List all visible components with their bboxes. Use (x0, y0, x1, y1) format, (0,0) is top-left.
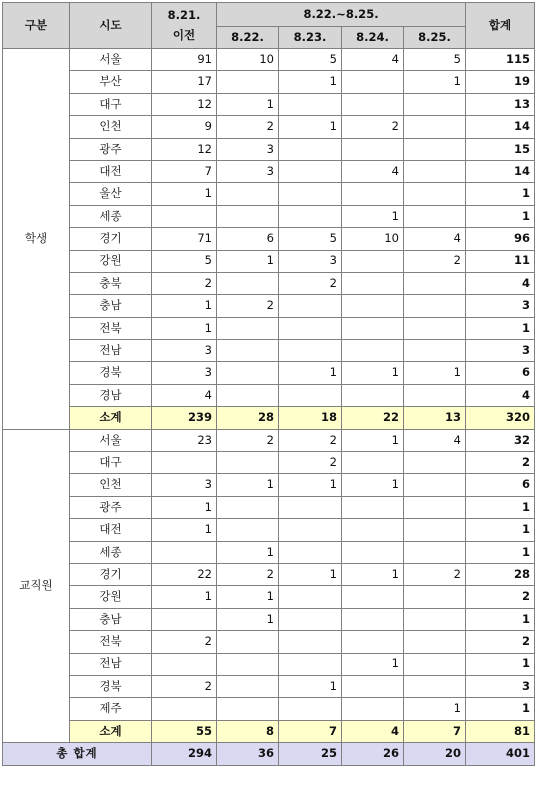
region-cell: 세종 (70, 205, 152, 227)
count-cell-d24 (342, 452, 404, 474)
count-cell-before: 71 (152, 228, 217, 250)
count-cell-before: 17 (152, 71, 217, 93)
count-cell-d25 (404, 205, 466, 227)
grand-total-cell-d23: 25 (279, 743, 342, 765)
count-cell-d25 (404, 608, 466, 630)
count-cell-before: 2 (152, 631, 217, 653)
row-total-cell: 14 (466, 160, 535, 182)
region-cell: 대구 (70, 93, 152, 115)
count-cell-before: 23 (152, 429, 217, 451)
row-total-cell: 2 (466, 631, 535, 653)
region-cell: 서울 (70, 49, 152, 71)
table-row (3, 49, 535, 71)
count-cell-d22: 2 (217, 429, 279, 451)
count-cell-d23 (279, 183, 342, 205)
row-total-cell: 3 (466, 675, 535, 697)
table-row (3, 250, 535, 272)
count-cell-before: 1 (152, 519, 217, 541)
region-cell: 충남 (70, 295, 152, 317)
count-cell-d22 (217, 631, 279, 653)
subtotal-cell-before: 55 (152, 720, 217, 742)
count-cell-d22 (217, 340, 279, 362)
header-total: 합계 (466, 3, 535, 49)
header-d22: 8.22. (217, 27, 279, 49)
header-category: 구분 (3, 3, 70, 49)
grand-total-cell-d24: 26 (342, 743, 404, 765)
count-cell-d24: 2 (342, 116, 404, 138)
count-cell-d25: 2 (404, 563, 466, 585)
table-row (3, 698, 535, 720)
count-cell-d24 (342, 608, 404, 630)
region-cell: 전북 (70, 317, 152, 339)
table-row (3, 317, 535, 339)
grand-total-value: 401 (466, 743, 535, 765)
header-region: 시도 (70, 3, 152, 49)
table-row (3, 586, 535, 608)
row-total-cell: 1 (466, 698, 535, 720)
subtotal-cell-d25: 13 (404, 407, 466, 429)
subtotal-cell-d25: 7 (404, 720, 466, 742)
count-cell-d23: 2 (279, 452, 342, 474)
count-cell-before (152, 653, 217, 675)
table-row (3, 362, 535, 384)
count-cell-d24 (342, 698, 404, 720)
count-cell-d23 (279, 160, 342, 182)
table-row (3, 384, 535, 406)
count-cell-d23 (279, 384, 342, 406)
row-total-cell: 2 (466, 452, 535, 474)
count-cell-d22: 2 (217, 295, 279, 317)
count-cell-d23 (279, 295, 342, 317)
count-cell-d23 (279, 205, 342, 227)
count-cell-d25 (404, 384, 466, 406)
count-cell-d25 (404, 519, 466, 541)
table-row (3, 138, 535, 160)
count-cell-d24 (342, 631, 404, 653)
count-cell-d23 (279, 608, 342, 630)
row-total-cell: 32 (466, 429, 535, 451)
count-cell-before: 1 (152, 586, 217, 608)
table-row (3, 675, 535, 697)
count-cell-before: 91 (152, 49, 217, 71)
header-before-line2: 이전 (172, 28, 196, 42)
count-cell-d25: 1 (404, 698, 466, 720)
region-cell: 광주 (70, 138, 152, 160)
count-cell-d24 (342, 317, 404, 339)
count-cell-d25 (404, 631, 466, 653)
count-cell-d25: 2 (404, 250, 466, 272)
region-cell: 서울 (70, 429, 152, 451)
table-row (3, 272, 535, 294)
region-cell: 경남 (70, 384, 152, 406)
count-cell-before: 1 (152, 295, 217, 317)
count-cell-d23: 1 (279, 675, 342, 697)
row-total-cell: 2 (466, 586, 535, 608)
count-cell-d25 (404, 586, 466, 608)
confirmed-cases-table (2, 2, 535, 766)
region-cell: 전남 (70, 340, 152, 362)
table-row (3, 474, 535, 496)
count-cell-d24 (342, 183, 404, 205)
region-cell: 제주 (70, 698, 152, 720)
subtotal-cell-d22: 28 (217, 407, 279, 429)
count-cell-d23 (279, 93, 342, 115)
table-row (3, 452, 535, 474)
count-cell-d22 (217, 384, 279, 406)
table-row (3, 519, 535, 541)
count-cell-d22: 1 (217, 474, 279, 496)
region-cell: 대전 (70, 519, 152, 541)
subtotal-row (3, 720, 535, 742)
count-cell-d23: 1 (279, 362, 342, 384)
count-cell-d24: 1 (342, 362, 404, 384)
count-cell-d24 (342, 340, 404, 362)
subtotal-cell-d24: 22 (342, 407, 404, 429)
count-cell-d23 (279, 340, 342, 362)
count-cell-d25 (404, 675, 466, 697)
count-cell-d25 (404, 295, 466, 317)
row-total-cell: 15 (466, 138, 535, 160)
count-cell-d24 (342, 675, 404, 697)
count-cell-d24: 1 (342, 429, 404, 451)
row-total-cell: 1 (466, 653, 535, 675)
subtotal-label: 소계 (70, 720, 152, 742)
subtotal-cell-before: 239 (152, 407, 217, 429)
row-total-cell: 4 (466, 384, 535, 406)
count-cell-d22 (217, 653, 279, 675)
row-total-cell: 3 (466, 295, 535, 317)
count-cell-d22: 1 (217, 608, 279, 630)
subtotal-cell-d23: 7 (279, 720, 342, 742)
count-cell-before: 22 (152, 563, 217, 585)
count-cell-before: 3 (152, 362, 217, 384)
count-cell-d24 (342, 586, 404, 608)
count-cell-before (152, 541, 217, 563)
subtotal-label: 소계 (70, 407, 152, 429)
header-date-range: 8.22.~8.25. (217, 3, 466, 27)
count-cell-d23: 1 (279, 563, 342, 585)
count-cell-d25: 1 (404, 71, 466, 93)
header-before-line1: 8.21. (167, 7, 201, 22)
count-cell-d24: 1 (342, 474, 404, 496)
region-cell: 경기 (70, 563, 152, 585)
grand-total-row (3, 743, 535, 765)
subtotal-total-cell: 81 (466, 720, 535, 742)
count-cell-d24 (342, 384, 404, 406)
count-cell-d23: 5 (279, 49, 342, 71)
region-cell: 충남 (70, 608, 152, 630)
count-cell-d24: 10 (342, 228, 404, 250)
region-cell: 세종 (70, 541, 152, 563)
row-total-cell: 96 (466, 228, 535, 250)
region-cell: 인천 (70, 474, 152, 496)
count-cell-d25 (404, 340, 466, 362)
count-cell-d23 (279, 631, 342, 653)
count-cell-before: 9 (152, 116, 217, 138)
row-total-cell: 11 (466, 250, 535, 272)
table-row (3, 295, 535, 317)
count-cell-d25 (404, 653, 466, 675)
region-cell: 대구 (70, 452, 152, 474)
count-cell-before (152, 698, 217, 720)
table-row (3, 608, 535, 630)
count-cell-before: 2 (152, 675, 217, 697)
count-cell-d25: 4 (404, 429, 466, 451)
count-cell-d23 (279, 698, 342, 720)
count-cell-d25 (404, 160, 466, 182)
table-row (3, 183, 535, 205)
count-cell-before: 3 (152, 340, 217, 362)
table-row (3, 429, 535, 451)
count-cell-d22 (217, 496, 279, 518)
row-total-cell: 1 (466, 317, 535, 339)
count-cell-d22: 3 (217, 138, 279, 160)
row-total-cell: 14 (466, 116, 535, 138)
header-before (152, 3, 217, 49)
count-cell-d25 (404, 116, 466, 138)
count-cell-before: 1 (152, 496, 217, 518)
region-cell: 울산 (70, 183, 152, 205)
table-row (3, 631, 535, 653)
count-cell-d23 (279, 586, 342, 608)
count-cell-d24 (342, 250, 404, 272)
table-row (3, 541, 535, 563)
count-cell-before: 5 (152, 250, 217, 272)
count-cell-before: 7 (152, 160, 217, 182)
count-cell-d25: 1 (404, 362, 466, 384)
region-cell: 대전 (70, 160, 152, 182)
count-cell-before: 4 (152, 384, 217, 406)
subtotal-cell-d22: 8 (217, 720, 279, 742)
count-cell-d22: 2 (217, 563, 279, 585)
count-cell-d22 (217, 675, 279, 697)
count-cell-d23: 3 (279, 250, 342, 272)
count-cell-before: 1 (152, 317, 217, 339)
count-cell-d25 (404, 452, 466, 474)
group-label: 교직원 (3, 429, 70, 742)
count-cell-d22: 1 (217, 586, 279, 608)
row-total-cell: 13 (466, 93, 535, 115)
count-cell-d24 (342, 93, 404, 115)
count-cell-d24 (342, 295, 404, 317)
grand-total-label: 총 합계 (3, 743, 152, 765)
count-cell-d23: 1 (279, 116, 342, 138)
table-row (3, 116, 535, 138)
count-cell-d25 (404, 317, 466, 339)
region-cell: 전북 (70, 631, 152, 653)
count-cell-d23 (279, 541, 342, 563)
table-row (3, 340, 535, 362)
count-cell-d25 (404, 541, 466, 563)
count-cell-before (152, 205, 217, 227)
region-cell: 인천 (70, 116, 152, 138)
count-cell-d25 (404, 272, 466, 294)
subtotal-cell-d23: 18 (279, 407, 342, 429)
region-cell: 강원 (70, 250, 152, 272)
header-d24: 8.24. (342, 27, 404, 49)
row-total-cell: 1 (466, 519, 535, 541)
count-cell-before: 12 (152, 93, 217, 115)
count-cell-before (152, 608, 217, 630)
row-total-cell: 19 (466, 71, 535, 93)
table-body (3, 49, 535, 766)
region-cell: 전남 (70, 653, 152, 675)
count-cell-d22 (217, 698, 279, 720)
grand-total-cell-before: 294 (152, 743, 217, 765)
count-cell-d22: 1 (217, 250, 279, 272)
row-total-cell: 6 (466, 362, 535, 384)
count-cell-d23: 1 (279, 474, 342, 496)
count-cell-d24 (342, 541, 404, 563)
row-total-cell: 115 (466, 49, 535, 71)
count-cell-d24 (342, 71, 404, 93)
row-total-cell: 1 (466, 183, 535, 205)
group-label: 학생 (3, 49, 70, 430)
count-cell-d23: 1 (279, 71, 342, 93)
grand-total-cell-d25: 20 (404, 743, 466, 765)
count-cell-before: 2 (152, 272, 217, 294)
count-cell-d24 (342, 496, 404, 518)
count-cell-d23: 2 (279, 429, 342, 451)
count-cell-d22: 3 (217, 160, 279, 182)
count-cell-d23 (279, 496, 342, 518)
count-cell-d22: 1 (217, 541, 279, 563)
row-total-cell: 1 (466, 496, 535, 518)
count-cell-before (152, 452, 217, 474)
count-cell-d24: 4 (342, 160, 404, 182)
count-cell-d24 (342, 519, 404, 541)
count-cell-d22 (217, 317, 279, 339)
count-cell-d25 (404, 496, 466, 518)
table-row (3, 496, 535, 518)
count-cell-d24: 1 (342, 205, 404, 227)
row-total-cell: 6 (466, 474, 535, 496)
count-cell-d25 (404, 474, 466, 496)
table-row (3, 71, 535, 93)
count-cell-d24: 1 (342, 563, 404, 585)
table-row (3, 563, 535, 585)
subtotal-cell-d24: 4 (342, 720, 404, 742)
count-cell-d23: 5 (279, 228, 342, 250)
count-cell-d23 (279, 138, 342, 160)
table-row (3, 228, 535, 250)
table-row (3, 205, 535, 227)
table-row (3, 160, 535, 182)
count-cell-d22: 1 (217, 93, 279, 115)
count-cell-d25 (404, 93, 466, 115)
count-cell-d25 (404, 183, 466, 205)
count-cell-d22: 6 (217, 228, 279, 250)
count-cell-d25: 4 (404, 228, 466, 250)
count-cell-d22 (217, 183, 279, 205)
region-cell: 경북 (70, 675, 152, 697)
row-total-cell: 1 (466, 541, 535, 563)
row-total-cell: 28 (466, 563, 535, 585)
count-cell-d25 (404, 138, 466, 160)
count-cell-before: 1 (152, 183, 217, 205)
count-cell-d22 (217, 205, 279, 227)
count-cell-d24 (342, 272, 404, 294)
region-cell: 충북 (70, 272, 152, 294)
count-cell-d23 (279, 653, 342, 675)
table-row (3, 93, 535, 115)
row-total-cell: 4 (466, 272, 535, 294)
region-cell: 강원 (70, 586, 152, 608)
header-d23: 8.23. (279, 27, 342, 49)
region-cell: 부산 (70, 71, 152, 93)
count-cell-d24 (342, 138, 404, 160)
count-cell-d22: 10 (217, 49, 279, 71)
subtotal-total-cell: 320 (466, 407, 535, 429)
count-cell-d22: 2 (217, 116, 279, 138)
table-row (3, 653, 535, 675)
subtotal-row (3, 407, 535, 429)
count-cell-d24: 1 (342, 653, 404, 675)
region-cell: 경기 (70, 228, 152, 250)
header-d25: 8.25. (404, 27, 466, 49)
count-cell-d22 (217, 519, 279, 541)
count-cell-before: 12 (152, 138, 217, 160)
count-cell-d22 (217, 362, 279, 384)
count-cell-d23: 2 (279, 272, 342, 294)
count-cell-d25: 5 (404, 49, 466, 71)
count-cell-d23 (279, 519, 342, 541)
table-header (3, 3, 535, 49)
count-cell-d22 (217, 272, 279, 294)
count-cell-d23 (279, 317, 342, 339)
region-cell: 경북 (70, 362, 152, 384)
region-cell: 광주 (70, 496, 152, 518)
count-cell-d22 (217, 71, 279, 93)
row-total-cell: 1 (466, 205, 535, 227)
row-total-cell: 3 (466, 340, 535, 362)
grand-total-cell-d22: 36 (217, 743, 279, 765)
count-cell-before: 3 (152, 474, 217, 496)
count-cell-d22 (217, 452, 279, 474)
count-cell-d24: 4 (342, 49, 404, 71)
row-total-cell: 1 (466, 608, 535, 630)
